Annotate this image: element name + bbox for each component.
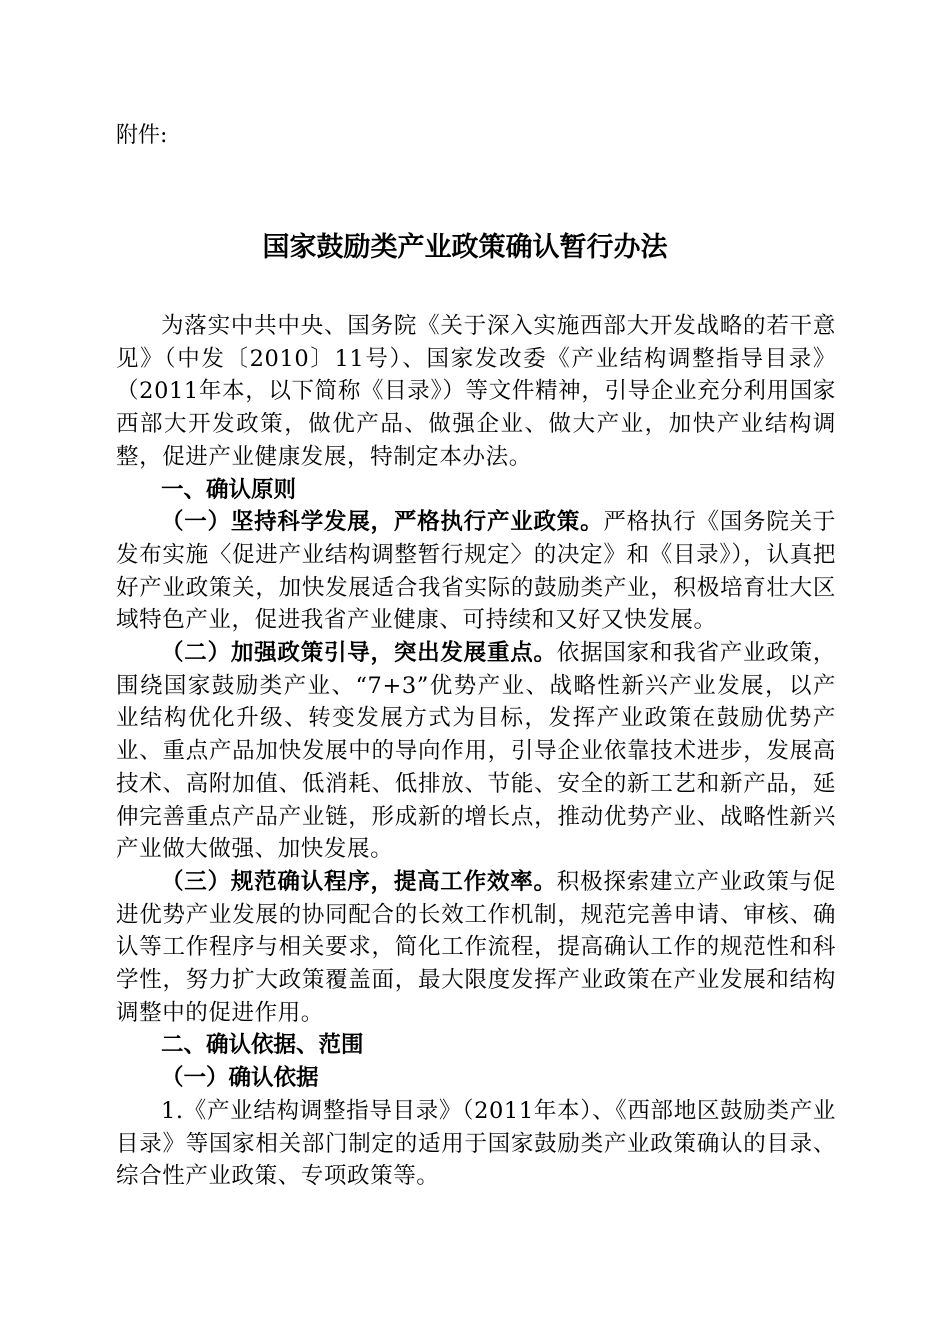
principle-3-lead: （三）规范确认程序，提高工作效率。 — [161, 868, 557, 895]
principle-paragraph-2 — [116, 637, 836, 866]
principle-3-text: 积极探索建立产业政策与促进优势产业发展的协同配合的长效工作机制，规范完善申请、审核、确认等工作程序与相关要求，简化工作流程，提高确认工作的规范性和科学性，努力扩大政策覆盖面，最大限度发挥产业政策在产业发展和结构调整中的促进作用。 — [116, 868, 836, 1026]
principle-2-lead: （二）加强政策引导，突出发展重点。 — [161, 640, 557, 667]
principle-1-lead: （一）坚持科学发展，严格执行产业政策。 — [161, 509, 604, 536]
section-heading-principles: 一、确认原则 — [161, 476, 297, 503]
principle-paragraph-3 — [116, 866, 836, 1030]
attachment-label: 附件: — [116, 123, 168, 148]
section-heading-basis: 二、确认依据、范围 — [161, 1032, 364, 1059]
document-body — [116, 310, 836, 1193]
principle-paragraph-1 — [116, 506, 836, 637]
sub-heading-basis: （一）确认依据 — [161, 1065, 319, 1092]
intro-paragraph: 为落实中共中央、国务院《关于深入实施西部大开发战略的若干意见》（中发〔2010〕11号）、国家发改委《产业结构调整指导目录》（2011年本，以下简称《目录》）等文件精神，引导企业充分利用国家西部大开发政策，做优产品、做强企业、做大产业，加快产业结构调整，促进产业健康发展，特制定本办法。 — [116, 313, 836, 470]
document-title: 国家鼓励类产业政策确认暂行办法 — [262, 232, 668, 263]
principle-1-text: 严格执行《国务院关于发布实施〈促进产业结构调整暂行规定〉的决定》和《目录》），认真把好产业政策关，加快发展适合我省实际的鼓励类产业，积极培育壮大区域特色产业，促进我省产业健康、可持续和又好又快发展。 — [116, 509, 836, 634]
basis-item-1: 1.《产业结构调整指导目录》（2011年本）、《西部地区鼓励类产业目录》等国家相关部门制定的适用于国家鼓励类产业政策确认的目录、综合性产业政策、专项政策等。 — [116, 1097, 836, 1190]
principle-2-text: 依据国家和我省产业政策，围绕国家鼓励类产业、“7+3”优势产业、战略性新兴产业发展，以产业结构优化升级、转变发展方式为目标，发挥产业政策在鼓励优势产业、重点产品加快发展中的导向作用，引导企业依靠技术进步，发展高技术、高附加值、低消耗、低排放、节能、安全的新工艺和新产品，延伸完善重点产品产业链，形成新的增长点，推动优势产业、战略性新兴产业做大做强、加快发展。 — [116, 640, 836, 863]
